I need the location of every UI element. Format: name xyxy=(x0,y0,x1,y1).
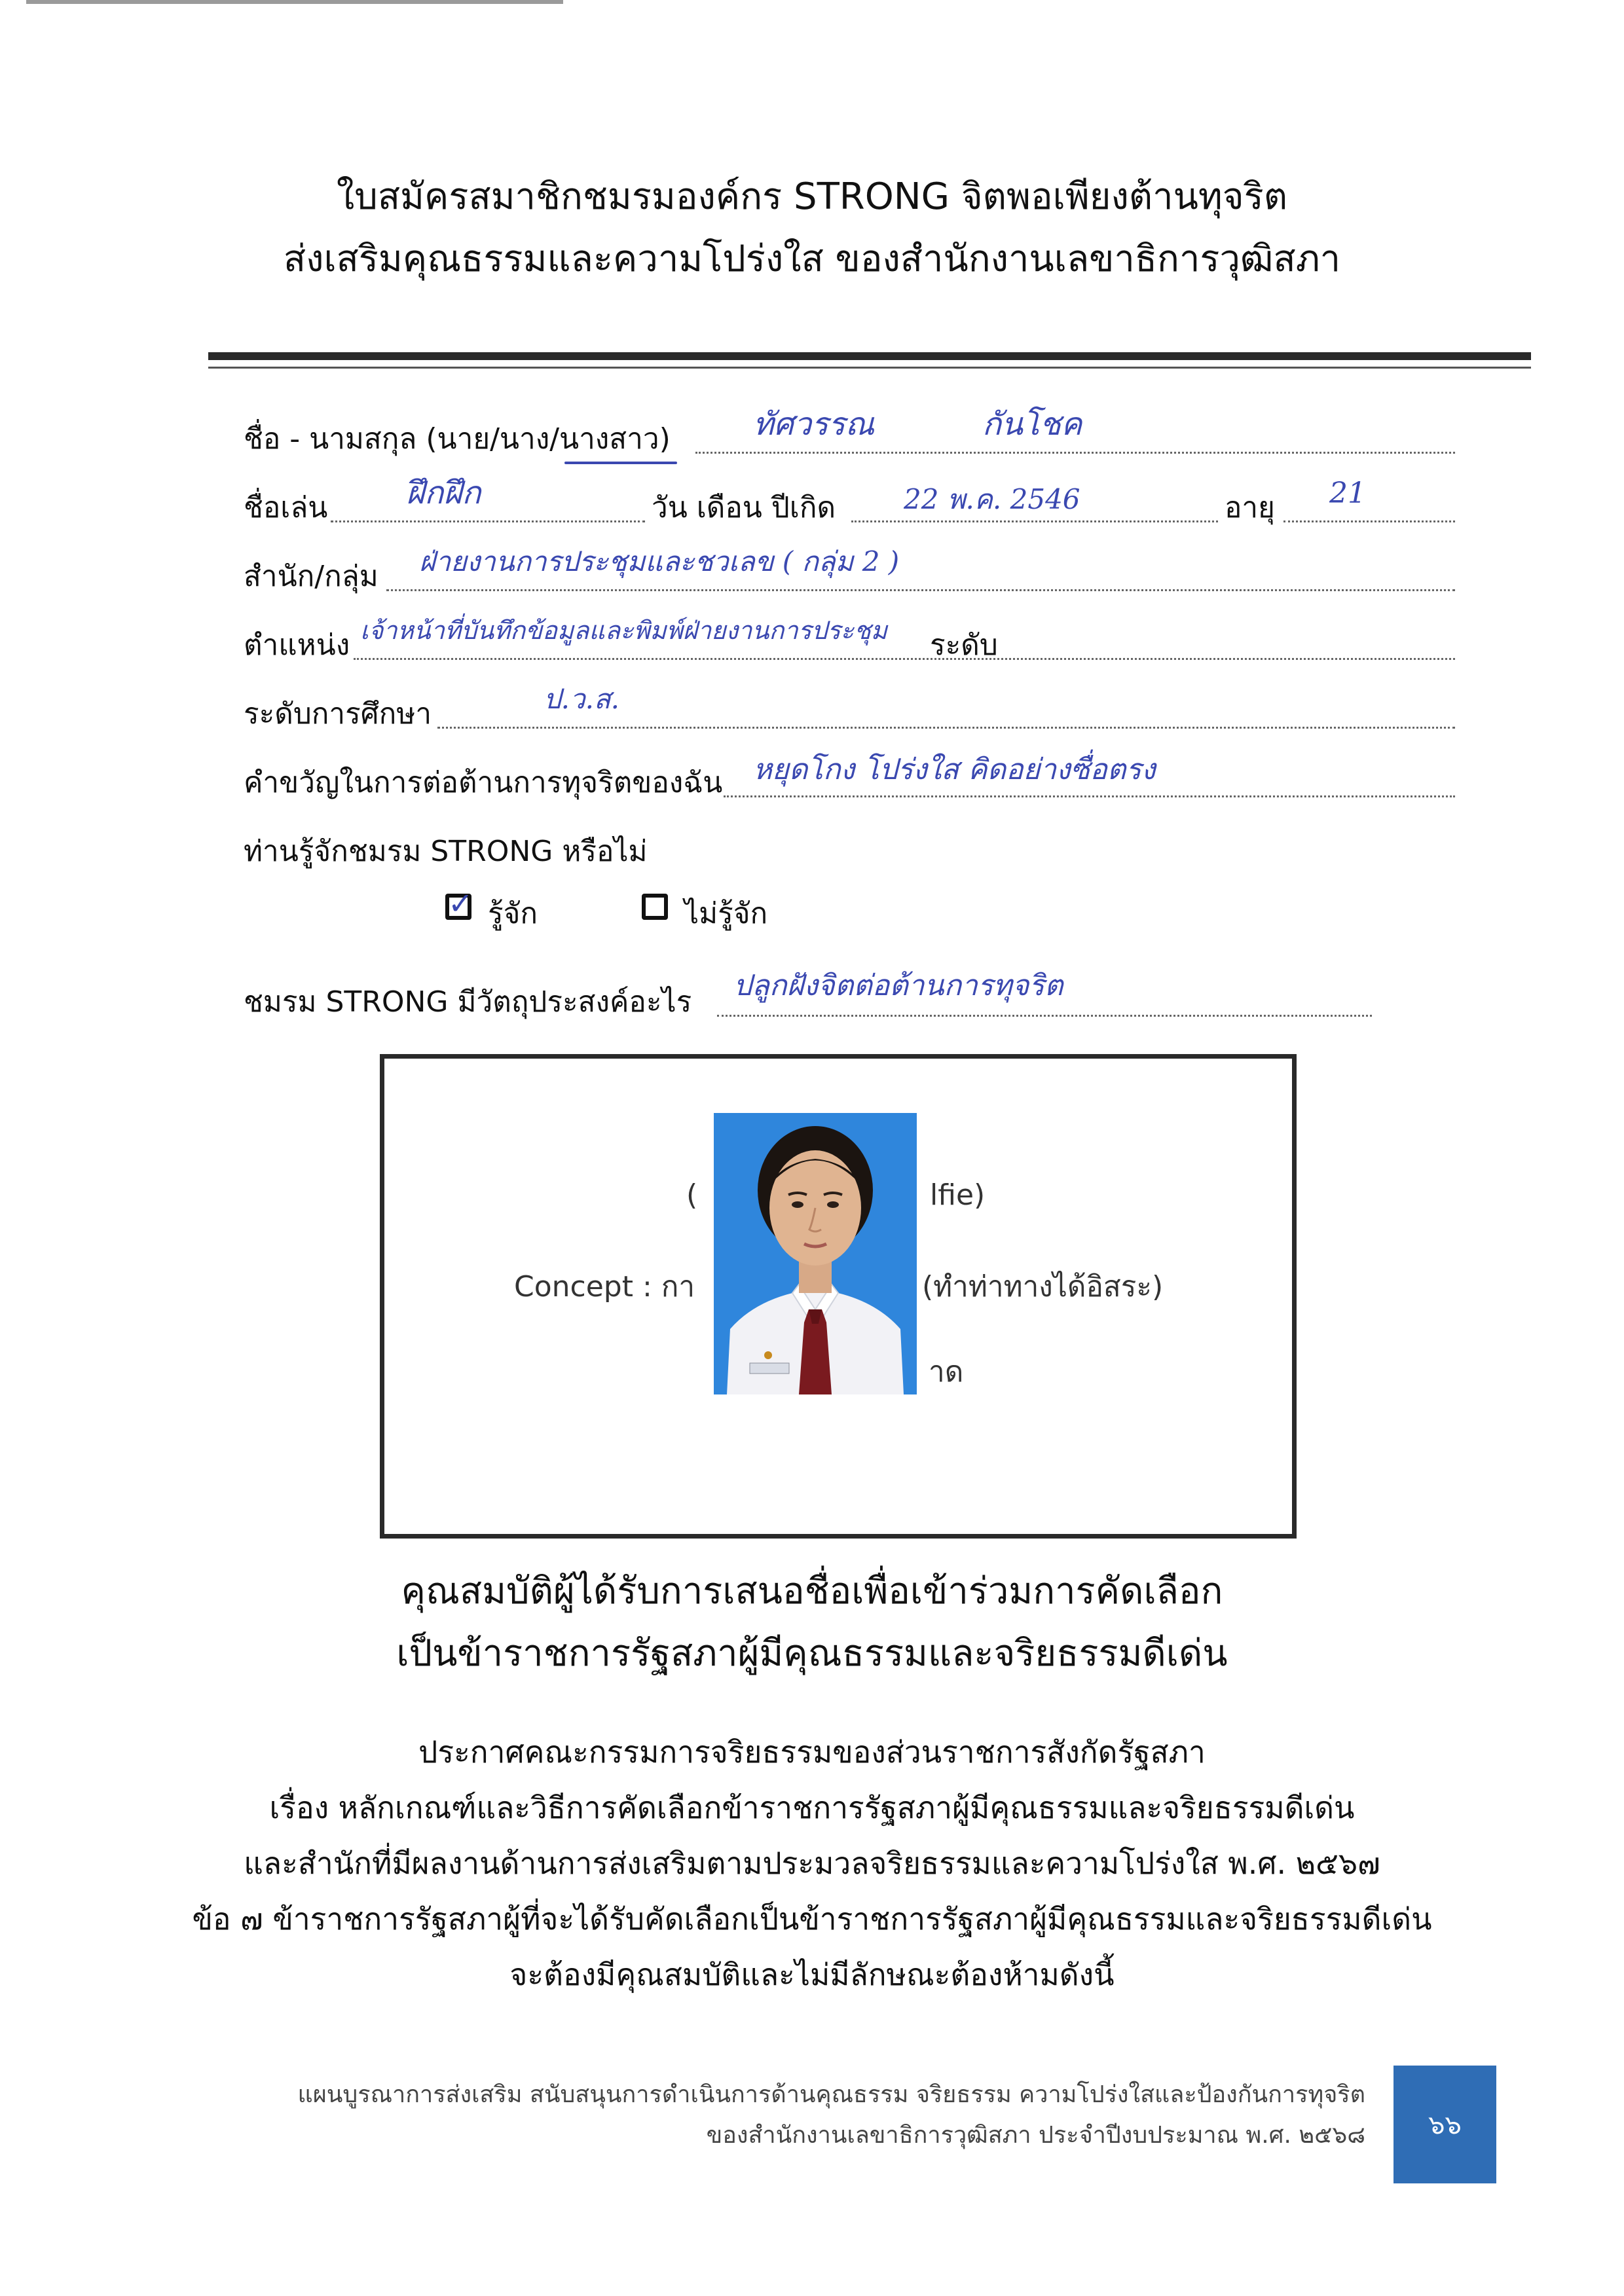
form-title-line2: ส่งเสริมคุณธรรมและความโปร่งใส ของสำนักงานเลขาธิการวุฒิสภา xyxy=(283,238,1341,280)
page-number-badge xyxy=(1393,2066,1496,2183)
qualifications-heading-line2: เป็นข้าราชการรัฐสภาผู้มีคุณธรรมและจริยธรรมดีเด่น xyxy=(396,1632,1228,1675)
announcement-line1: ประกาศคณะกรรมการจริยธรรมของส่วนราชการสังกัดรัฐสภา xyxy=(418,1734,1206,1770)
objective-dotted-line xyxy=(717,1015,1372,1017)
applicant-photo xyxy=(714,1113,917,1394)
portrait-illustration xyxy=(714,1113,917,1394)
pledge-dotted-line xyxy=(724,795,1455,797)
level-label: ระดับ xyxy=(930,629,998,662)
page-number: ๖๖ xyxy=(1428,2110,1462,2140)
dont-know-checkbox[interactable] xyxy=(642,894,668,920)
check-mark-icon: ✓ xyxy=(448,886,473,921)
pledge-label: คำขวัญในการต่อต้านการทุจริตของฉัน xyxy=(244,766,723,799)
pledge-value[interactable]: หยุดโกง โปร่งใส คิดอย่างซื่อตรง xyxy=(753,753,1156,786)
objective-label: ชมรม STRONG มีวัตถุประสงค์อะไร xyxy=(244,985,692,1019)
name-last-value[interactable]: กันโชค xyxy=(982,406,1082,443)
title-divider-thin xyxy=(208,367,1531,369)
announcement-line4: ข้อ ๗ ข้าราชการรัฐสภาผู้ที่จะได้รับคัดเลือกเป็นข้าราชการรัฐสภาผู้มีคุณธรรมและจริยธรรมดีเด่น xyxy=(192,1901,1432,1937)
position-label: ตำแหน่ง xyxy=(244,629,350,662)
age-label: อายุ xyxy=(1225,491,1275,524)
position-dotted-line xyxy=(354,658,1455,660)
frame-text-line2-right: (ทำท่าทางได้อิสระ) xyxy=(922,1270,1164,1303)
footer-line2: ของสำนักงานเลขาธิการวุฒิสภา ประจำปีงบประมาณ พ.ศ. ๒๕๖๘ xyxy=(706,2122,1365,2149)
education-value[interactable]: ป.ว.ส. xyxy=(544,683,619,715)
office-label: สำนัก/กลุ่ม xyxy=(244,560,378,593)
dob-label: วัน เดือน ปีเกิด xyxy=(652,491,836,524)
option-know-label: รู้จัก xyxy=(488,897,538,930)
form-title-line1: ใบสมัครสมาชิกชมรมองค์กร STRONG จิตพอเพียงต้านทุจริต xyxy=(336,175,1288,218)
frame-text-line1-right: lfie) xyxy=(930,1178,986,1212)
age-value[interactable]: 21 xyxy=(1329,477,1366,510)
nickname-label: ชื่อเล่น xyxy=(244,491,328,524)
office-value[interactable]: ฝ่ายงานการประชุมและชวเลข ( กลุ่ม 2 ) xyxy=(419,545,900,577)
nickname-value[interactable]: ฝึกฝึก xyxy=(406,475,481,511)
option-dont-know-label: ไม่รู้จัก xyxy=(684,897,768,930)
education-dotted-line xyxy=(437,727,1455,729)
office-dotted-line xyxy=(386,589,1455,591)
position-value[interactable]: เจ้าหน้าที่บันทึกข้อมูลและพิมพ์ฝ่ายงานการประชุม xyxy=(360,616,887,645)
nickname-dotted-line xyxy=(331,520,645,522)
footer-line1: แผนบูรณาการส่งเสริม สนับสนุนการดำเนินการด้านคุณธรรม จริยธรรม ความโปร่งใสและป้องกันการทุจริต xyxy=(297,2081,1365,2108)
frame-text-line1-left: ( xyxy=(686,1178,698,1212)
frame-text-line2-left: Concept : กา xyxy=(514,1270,695,1303)
name-first-value[interactable]: ทัศวรรณ xyxy=(753,406,875,443)
announcement-line5: จะต้องมีคุณสมบัติและไม่มีลักษณะต้องห้ามดังนี้ xyxy=(509,1957,1115,1992)
scan-edge-line xyxy=(26,0,563,4)
objective-value[interactable]: ปลูกฝังจิตต่อต้านการทุจริต xyxy=(733,969,1063,1002)
dob-value[interactable]: 22 พ.ค. 2546 xyxy=(904,483,1080,515)
announcement-line3: และสำนักที่มีผลงานด้านการส่งเสริมตามประมวลจริยธรรมและความโปร่งใส พ.ศ. ๒๕๖๗ xyxy=(244,1846,1380,1881)
name-label: ชื่อ - นามสกุล (นาย/นาง/นางสาว) xyxy=(244,422,671,456)
know-checkbox[interactable] xyxy=(445,886,473,921)
qualifications-heading-line1: คุณสมบัติผู้ได้รับการเสนอชื่อเพื่อเข้าร่วมการคัดเลือก xyxy=(401,1570,1223,1613)
title-divider-thick xyxy=(208,352,1531,360)
know-club-label: ท่านรู้จักชมรม STRONG หรือไม่ xyxy=(244,835,648,868)
announcement-line2: เรื่อง หลักเกณฑ์และวิธีการคัดเลือกข้าราชการรัฐสภาผู้มีคุณธรรมและจริยธรรมดีเด่น xyxy=(269,1790,1355,1825)
education-label: ระดับการศึกษา xyxy=(244,697,432,731)
age-dotted-line xyxy=(1283,520,1455,522)
frame-text-line3-right: าด xyxy=(929,1355,964,1389)
name-dotted-line xyxy=(695,452,1455,454)
selected-title-underline xyxy=(564,462,677,464)
